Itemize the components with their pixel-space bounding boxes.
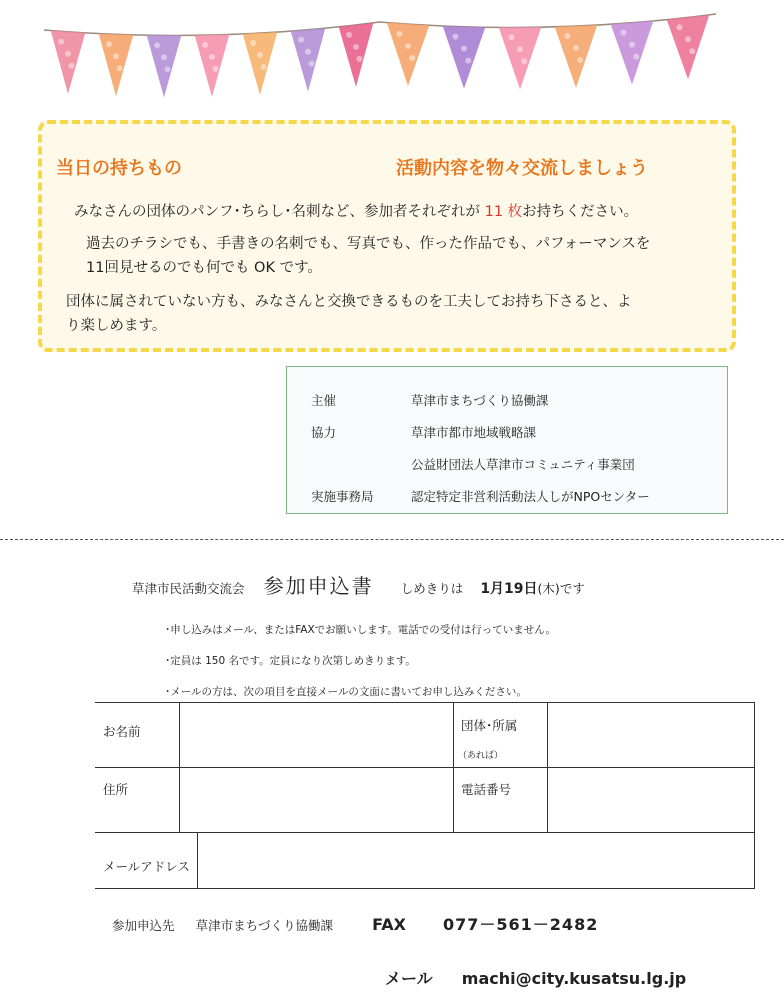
info-line-3: 11回見せるのでも何でも OK です。 [86,260,322,276]
organizer-role: 主催 [311,393,337,408]
bunting-flag-pattern [164,66,170,72]
bunting-flag-pattern [212,66,218,72]
bunting-flag-pattern [202,42,208,48]
bunting-flag-pattern [396,31,402,37]
secretariat-name: 認定特定非営利活動法人しがNPOセンター [411,489,650,504]
items-heading: 当日の持ちもの [56,158,182,179]
bunting-flag-pattern [346,32,352,38]
bunting-flag-pattern [58,39,64,45]
bunting-flag [147,35,182,97]
bunting-flag-pattern [633,54,639,60]
event-name: 草津市民活動交流会 [132,581,245,596]
address-label: 住所 [103,782,129,797]
organizer-name: 草津市まちづくり協働課 [411,393,549,408]
secretariat-role: 実施事務局 [311,489,374,504]
contact-office: 草津市まちづくり協働課 [195,918,333,933]
info-line-4: 団体に属されていない方も、みなさんと交換できるものを工夫してお持ち下さると、よ [66,294,632,310]
deadline-suffix: です [559,581,585,596]
bunting-flag-pattern [209,54,215,60]
contact-row [112,912,598,935]
bunting-flag-pattern [564,33,570,39]
bunting-flag-pattern [629,42,635,48]
mail-address[interactable]: machi@city.kusatsu.lg.jp [461,969,687,988]
bunting-flag-pattern [68,63,74,69]
cooperation-name-2: 公益財団法人草津市コミュニティ事業団 [411,457,635,472]
deadline-label: しめきりは [400,581,464,596]
bunting-flag [195,34,230,96]
name-label: お名前 [103,724,141,739]
bunting-flag-pattern [353,44,359,50]
bunting-flag-pattern [356,56,362,62]
bunting-flag [499,27,542,89]
bunting-flag-pattern [298,37,304,43]
info-line-2: 過去のチラシでも、手書きの名刺でも、写真でも、作った作品でも、パフォーマンスを [86,236,651,252]
bunting-flag-pattern [65,51,71,57]
bunting-flag [51,31,86,94]
bunting-flag-pattern [517,46,523,52]
bunting-flag [555,25,598,88]
group-field[interactable] [548,703,753,766]
bunting-flag-pattern [106,41,112,47]
bunting-flag-pattern [452,34,458,40]
bunting-flag [611,21,654,85]
bunting-flag-pattern [676,24,682,30]
contact-label: 参加申込先 [112,918,175,933]
bunting-string [380,14,716,27]
note-2: ･定員は 150 名です。定員になり次第しめきります。 [165,655,416,667]
fax-number: 077－561－2482 [443,915,599,934]
note-3: ･メールの方は、次の項目を直接メールの文面に書いてお申し込みください。 [165,686,527,698]
bunting-flag-pattern [260,64,266,70]
fax-label: FAX [372,915,406,934]
email-label: メールアドレス [103,859,190,874]
bunting-flag-pattern [113,53,119,59]
mail-row [385,966,686,989]
bunting-flag-pattern [465,58,471,64]
cut-line [0,539,784,540]
cooperation-name: 草津市都市地域戦略課 [411,425,537,440]
bunting-flag-pattern [250,40,256,46]
bunting-flag-pattern [521,58,527,64]
bunting-flag-pattern [257,52,263,58]
bunting-flag [667,15,710,79]
info-line-1: みなさんの団体のパンフ･ちらし･名刺など、参加者それぞれが 11 枚お持ちください。 [74,204,639,220]
bunting-flag-pattern [308,61,314,67]
bunting-flag-pattern [573,45,579,51]
bunting-flag-pattern [409,55,415,61]
bunting-flag [291,28,326,91]
phone-label: 電話番号 [461,782,512,797]
note-1: ･申し込みはメール、またはFAXでお願いします。電話での受付は行っていません。 [165,624,556,636]
group-note: （あれば） [458,751,504,761]
form-title-row [132,570,585,599]
bunting-flag-pattern [508,34,514,40]
deadline-day: (木) [537,581,560,596]
bunting-flag [243,32,278,95]
bunting-flag-pattern [116,65,122,71]
address-field[interactable] [180,768,452,831]
bunting-flag-pattern [461,46,467,52]
bunting-flag-pattern [154,42,160,48]
bunting-flag-pattern [405,43,411,49]
cooperation-role: 協力 [311,425,337,440]
bunting-flag [387,23,430,86]
mail-label: メール [385,969,433,988]
phone-field[interactable] [548,768,753,831]
bunting-flag [99,34,134,97]
form-title: 参加申込書 [263,574,374,598]
flyer-count: 11 枚 [484,204,523,220]
bunting-flag-pattern [161,54,167,60]
organizer-box [286,366,728,514]
bunting-flag [339,23,374,87]
items-to-bring-box [38,120,736,352]
bunting-flag [443,26,486,89]
info-line-5: り楽しめます。 [66,318,167,334]
bunting-flag-pattern [689,48,695,54]
group-label: 団体･所属 [461,718,518,733]
bunting-flag-pattern [305,49,311,55]
bunting-flag-pattern [577,57,583,63]
bunting-string [44,22,380,35]
bunting-flag-pattern [685,36,691,42]
email-field[interactable] [198,833,753,887]
name-field[interactable] [180,703,452,766]
deadline-date: 1月19日 [480,581,538,597]
bunting-decoration [0,0,784,120]
exchange-heading: 活動内容を物々交流しましょう [396,158,648,179]
bunting-flag-pattern [620,30,626,36]
